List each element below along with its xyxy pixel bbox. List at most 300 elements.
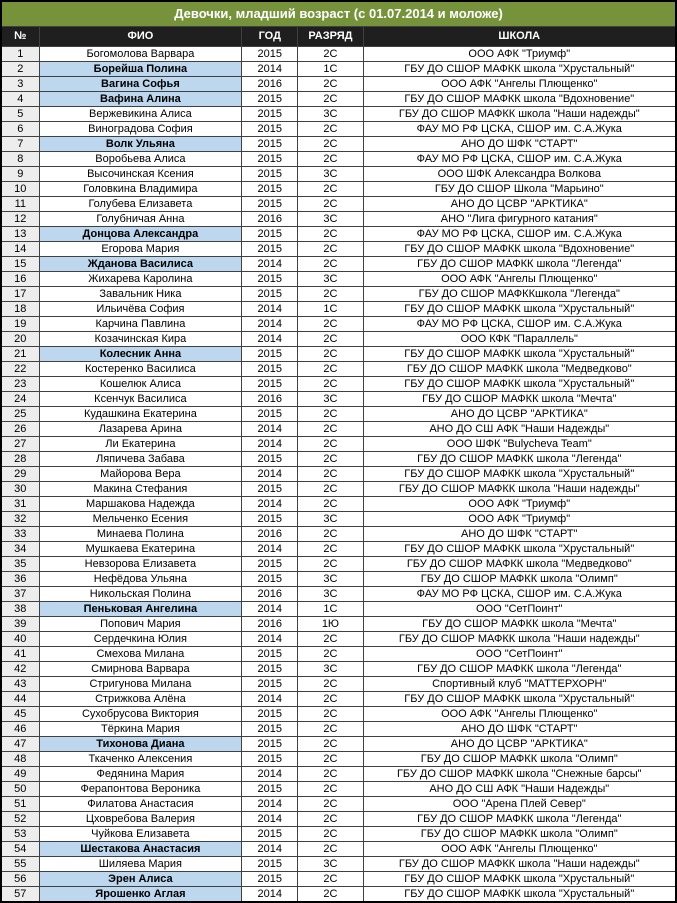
cell-name: Кудашкина Екатерина	[39, 407, 242, 422]
cell-school: ГБУ ДО СШОР МАФКК школа "Хрустальный"	[363, 872, 676, 887]
cell-number: 14	[1, 242, 39, 257]
cell-number: 57	[1, 887, 39, 903]
cell-name: Филатова Анастасия	[39, 797, 242, 812]
cell-year: 2014	[242, 692, 298, 707]
cell-year: 2014	[242, 542, 298, 557]
table-row	[1, 752, 676, 767]
cell-year: 2015	[242, 272, 298, 287]
cell-rank: 2С	[298, 707, 363, 722]
cell-name: Голубева Елизавета	[39, 197, 242, 212]
cell-rank: 2С	[298, 137, 363, 152]
cell-name: Майорова Вера	[39, 467, 242, 482]
cell-year: 2015	[242, 572, 298, 587]
cell-school: ГБУ ДО СШОР МАФКК школа "Снежные барсы"	[363, 767, 676, 782]
cell-year: 2014	[242, 812, 298, 827]
cell-rank: 2С	[298, 647, 363, 662]
cell-school: ГБУ ДО СШОР МАФКК школа "Наши надежды"	[363, 857, 676, 872]
cell-rank: 2С	[298, 677, 363, 692]
cell-number: 31	[1, 497, 39, 512]
cell-year: 2015	[242, 377, 298, 392]
cell-name: Завальник Ника	[39, 287, 242, 302]
cell-rank: 3С	[298, 587, 363, 602]
table-row	[1, 212, 676, 227]
table-row	[1, 257, 676, 272]
cell-year: 2016	[242, 77, 298, 92]
table-row	[1, 662, 676, 677]
cell-year: 2015	[242, 482, 298, 497]
cell-school: АНО ДО ЦСВР "АРКТИКА"	[363, 197, 676, 212]
cell-year: 2015	[242, 782, 298, 797]
cell-year: 2015	[242, 707, 298, 722]
cell-school: ГБУ ДО СШОР МАФКК школа "Мечта"	[363, 617, 676, 632]
cell-name: Кошелюк Алиса	[39, 377, 242, 392]
cell-school: ГБУ ДО СШОР МАФКК школа "Хрустальный"	[363, 542, 676, 557]
table-row	[1, 602, 676, 617]
table-row	[1, 452, 676, 467]
cell-school: ГБУ ДО СШОР МАФКК школа "Хрустальный"	[363, 467, 676, 482]
cell-rank: 3С	[298, 512, 363, 527]
table-row	[1, 182, 676, 197]
cell-name: Сердечкина Юлия	[39, 632, 242, 647]
cell-number: 40	[1, 632, 39, 647]
cell-year: 2015	[242, 647, 298, 662]
cell-school: ГБУ ДО СШОР МАФККшкола "Легенда"	[363, 287, 676, 302]
table-row	[1, 122, 676, 137]
table-row	[1, 152, 676, 167]
table-row	[1, 572, 676, 587]
cell-name: Жихарева Каролина	[39, 272, 242, 287]
cell-rank: 2С	[298, 782, 363, 797]
cell-year: 2015	[242, 182, 298, 197]
cell-rank: 2С	[298, 77, 363, 92]
cell-rank: 2С	[298, 362, 363, 377]
cell-number: 25	[1, 407, 39, 422]
cell-rank: 2С	[298, 752, 363, 767]
cell-rank: 2С	[298, 452, 363, 467]
cell-year: 2014	[242, 797, 298, 812]
cell-rank: 2С	[298, 767, 363, 782]
cell-name: Пеньковая Ангелина	[39, 602, 242, 617]
cell-year: 2015	[242, 107, 298, 122]
table-row	[1, 77, 676, 92]
cell-school: ООО ШФК "Bulycheva Team"	[363, 437, 676, 452]
cell-rank: 2С	[298, 827, 363, 842]
cell-number: 46	[1, 722, 39, 737]
cell-rank: 1С	[298, 302, 363, 317]
cell-year: 2015	[242, 737, 298, 752]
cell-number: 30	[1, 482, 39, 497]
cell-year: 2015	[242, 122, 298, 137]
cell-year: 2015	[242, 167, 298, 182]
table-row	[1, 767, 676, 782]
cell-rank: 2С	[298, 797, 363, 812]
cell-rank: 3С	[298, 662, 363, 677]
cell-school: АНО ДО СШ АФК "Наши Надежды"	[363, 782, 676, 797]
cell-rank: 2С	[298, 692, 363, 707]
table-row	[1, 422, 676, 437]
cell-school: ООО АФК "Ангелы Плющенко"	[363, 272, 676, 287]
cell-year: 2016	[242, 587, 298, 602]
cell-name: Мельченко Есения	[39, 512, 242, 527]
cell-name: Тёркина Мария	[39, 722, 242, 737]
cell-year: 2014	[242, 497, 298, 512]
cell-name: Минаева Полина	[39, 527, 242, 542]
cell-rank: 2С	[298, 92, 363, 107]
cell-school: ООО АФК "Ангелы Плющенко"	[363, 77, 676, 92]
cell-number: 26	[1, 422, 39, 437]
cell-year: 2014	[242, 632, 298, 647]
cell-name: Воробьева Алиса	[39, 152, 242, 167]
cell-rank: 2С	[298, 497, 363, 512]
cell-number: 18	[1, 302, 39, 317]
cell-name: Тихонова Диана	[39, 737, 242, 752]
cell-school: ООО АФК "Ангелы Плющенко"	[363, 842, 676, 857]
cell-year: 2015	[242, 242, 298, 257]
cell-name: Ильичёва София	[39, 302, 242, 317]
cell-name: Маршакова Надежда	[39, 497, 242, 512]
cell-name: Попович Мария	[39, 617, 242, 632]
cell-number: 33	[1, 527, 39, 542]
cell-name: Головкина Владимира	[39, 182, 242, 197]
cell-number: 35	[1, 557, 39, 572]
cell-number: 16	[1, 272, 39, 287]
cell-name: Высочинская Ксения	[39, 167, 242, 182]
cell-school: ГБУ ДО СШОР МАФКК школа "Медведково"	[363, 557, 676, 572]
cell-rank: 2С	[298, 467, 363, 482]
table-row	[1, 542, 676, 557]
table-row	[1, 557, 676, 572]
cell-rank: 3С	[298, 857, 363, 872]
cell-rank: 2С	[298, 737, 363, 752]
cell-name: Никольская Полина	[39, 587, 242, 602]
cell-year: 2014	[242, 602, 298, 617]
table-row	[1, 857, 676, 872]
cell-year: 2014	[242, 62, 298, 77]
cell-school: ГБУ ДО СШОР МАФКК школа "Вдохновение"	[363, 92, 676, 107]
cell-rank: 3С	[298, 572, 363, 587]
table-row	[1, 887, 676, 903]
cell-rank: 2С	[298, 197, 363, 212]
cell-rank: 2С	[298, 527, 363, 542]
cell-number: 52	[1, 812, 39, 827]
cell-rank: 1Ю	[298, 617, 363, 632]
cell-rank: 2С	[298, 152, 363, 167]
cell-school: ГБУ ДО СШОР МАФКК школа "Хрустальный"	[363, 887, 676, 903]
table-row	[1, 872, 676, 887]
cell-name: Виноградова София	[39, 122, 242, 137]
cell-rank: 2С	[298, 122, 363, 137]
cell-year: 2015	[242, 677, 298, 692]
cell-year: 2015	[242, 347, 298, 362]
cell-number: 51	[1, 797, 39, 812]
cell-year: 2016	[242, 527, 298, 542]
cell-number: 27	[1, 437, 39, 452]
cell-number: 23	[1, 377, 39, 392]
cell-number: 8	[1, 152, 39, 167]
cell-number: 5	[1, 107, 39, 122]
cell-number: 39	[1, 617, 39, 632]
cell-number: 4	[1, 92, 39, 107]
cell-school: ООО "СетПоинт"	[363, 602, 676, 617]
cell-school: ФАУ МО РФ ЦСКА, СШОР им. С.А.Жука	[363, 317, 676, 332]
cell-rank: 2С	[298, 317, 363, 332]
table-row	[1, 647, 676, 662]
cell-year: 2015	[242, 407, 298, 422]
cell-name: Вержевикина Алиса	[39, 107, 242, 122]
cell-name: Эрен Алиса	[39, 872, 242, 887]
cell-rank: 2С	[298, 242, 363, 257]
cell-year: 2015	[242, 227, 298, 242]
cell-number: 20	[1, 332, 39, 347]
cell-number: 24	[1, 392, 39, 407]
cell-year: 2015	[242, 662, 298, 677]
table-row	[1, 512, 676, 527]
cell-number: 54	[1, 842, 39, 857]
cell-year: 2016	[242, 212, 298, 227]
cell-school: АНО ДО ШФК "СТАРТ"	[363, 137, 676, 152]
cell-name: Шиляева Мария	[39, 857, 242, 872]
cell-school: ГБУ ДО СШОР МАФКК школа "Хрустальный"	[363, 302, 676, 317]
table-row	[1, 242, 676, 257]
cell-rank: 3С	[298, 272, 363, 287]
cell-rank: 2С	[298, 557, 363, 572]
table-row	[1, 332, 676, 347]
cell-name: Стрижкова Алёна	[39, 692, 242, 707]
cell-number: 11	[1, 197, 39, 212]
cell-school: ООО "СетПоинт"	[363, 647, 676, 662]
header-row	[1, 27, 676, 47]
cell-rank: 3С	[298, 107, 363, 122]
cell-rank: 2С	[298, 332, 363, 347]
cell-school: ГБУ ДО СШОР МАФКК школа "Наши надежды"	[363, 632, 676, 647]
cell-school: ГБУ ДО СШОР Школа "Марьино"	[363, 182, 676, 197]
cell-name: Сухобрусова Виктория	[39, 707, 242, 722]
cell-year: 2014	[242, 257, 298, 272]
cell-school: ФАУ МО РФ ЦСКА, СШОР им. С.А.Жука	[363, 122, 676, 137]
cell-school: ООО ШФК Александра Волкова	[363, 167, 676, 182]
cell-school: ФАУ МО РФ ЦСКА, СШОР им. С.А.Жука	[363, 152, 676, 167]
cell-name: Карчина Павлина	[39, 317, 242, 332]
cell-name: Макина Стефания	[39, 482, 242, 497]
table-body	[1, 47, 676, 903]
cell-year: 2014	[242, 422, 298, 437]
table-row	[1, 617, 676, 632]
cell-name: Стригунова Милана	[39, 677, 242, 692]
cell-rank: 2С	[298, 227, 363, 242]
table-row	[1, 272, 676, 287]
table-row	[1, 167, 676, 182]
cell-year: 2015	[242, 452, 298, 467]
cell-rank: 2С	[298, 407, 363, 422]
cell-year: 2014	[242, 302, 298, 317]
cell-name: Ксенчук Василиса	[39, 392, 242, 407]
cell-rank: 1С	[298, 62, 363, 77]
cell-name: Мушкаева Екатерина	[39, 542, 242, 557]
cell-school: АНО ДО ЦСВР "АРКТИКА"	[363, 407, 676, 422]
cell-name: Колесник Анна	[39, 347, 242, 362]
cell-year: 2015	[242, 512, 298, 527]
table-row	[1, 467, 676, 482]
cell-year: 2015	[242, 287, 298, 302]
cell-rank: 2С	[298, 257, 363, 272]
title-row	[1, 1, 676, 27]
table-row	[1, 632, 676, 647]
cell-rank: 2С	[298, 47, 363, 62]
cell-year: 2015	[242, 872, 298, 887]
cell-name: Вагина Софья	[39, 77, 242, 92]
cell-number: 43	[1, 677, 39, 692]
table-row	[1, 812, 676, 827]
cell-number: 12	[1, 212, 39, 227]
cell-year: 2015	[242, 557, 298, 572]
table-row	[1, 227, 676, 242]
cell-number: 13	[1, 227, 39, 242]
cell-number: 36	[1, 572, 39, 587]
table-row	[1, 737, 676, 752]
cell-year: 2014	[242, 437, 298, 452]
cell-rank: 2С	[298, 842, 363, 857]
cell-school: ООО АФК "Триумф"	[363, 497, 676, 512]
cell-rank: 2С	[298, 722, 363, 737]
cell-school: ГБУ ДО СШОР МАФКК школа "Олимп"	[363, 572, 676, 587]
table-row	[1, 92, 676, 107]
cell-school: ГБУ ДО СШОР МАФКК школа "Хрустальный"	[363, 692, 676, 707]
cell-school: АНО ДО ШФК "СТАРТ"	[363, 527, 676, 542]
cell-school: ГБУ ДО СШОР МАФКК школа "Наши надежды"	[363, 482, 676, 497]
cell-rank: 2С	[298, 287, 363, 302]
page-title: Девочки, младший возраст (с 01.07.2014 и моложе)	[1, 1, 676, 27]
table-row	[1, 407, 676, 422]
cell-name: Волк Ульяна	[39, 137, 242, 152]
cell-name: Козачинская Кира	[39, 332, 242, 347]
cell-school: Спортивный клуб "МАТТЕРХОРН"	[363, 677, 676, 692]
column-header-number: №	[1, 27, 39, 47]
cell-year: 2014	[242, 467, 298, 482]
cell-name: Богомолова Варвара	[39, 47, 242, 62]
cell-year: 2015	[242, 722, 298, 737]
cell-school: ГБУ ДО СШОР МАФКК школа "Олимп"	[363, 752, 676, 767]
cell-rank: 3С	[298, 212, 363, 227]
table-row	[1, 107, 676, 122]
table-row	[1, 362, 676, 377]
cell-number: 19	[1, 317, 39, 332]
cell-rank: 2С	[298, 377, 363, 392]
cell-name: Егорова Мария	[39, 242, 242, 257]
cell-school: АНО "Лига фигурного катания"	[363, 212, 676, 227]
table-row	[1, 497, 676, 512]
table-row	[1, 797, 676, 812]
cell-number: 34	[1, 542, 39, 557]
cell-name: Ляпичева Забава	[39, 452, 242, 467]
cell-school: ФАУ МО РФ ЦСКА, СШОР им. С.А.Жука	[363, 587, 676, 602]
cell-number: 9	[1, 167, 39, 182]
cell-number: 1	[1, 47, 39, 62]
cell-school: АНО ДО ЦСВР "АРКТИКА"	[363, 737, 676, 752]
cell-number: 53	[1, 827, 39, 842]
cell-number: 3	[1, 77, 39, 92]
cell-year: 2015	[242, 137, 298, 152]
cell-year: 2015	[242, 752, 298, 767]
table-row	[1, 62, 676, 77]
cell-school: ООО АФК "Триумф"	[363, 47, 676, 62]
table-row	[1, 137, 676, 152]
cell-name: Борейша Полина	[39, 62, 242, 77]
cell-name: Смирнова Варвара	[39, 662, 242, 677]
table-row	[1, 437, 676, 452]
column-header-school: ШКОЛА	[363, 27, 676, 47]
cell-number: 48	[1, 752, 39, 767]
table-row	[1, 677, 676, 692]
cell-number: 47	[1, 737, 39, 752]
cell-number: 37	[1, 587, 39, 602]
cell-year: 2015	[242, 857, 298, 872]
cell-school: АНО ДО СШ АФК "Наши Надежды"	[363, 422, 676, 437]
cell-year: 2016	[242, 392, 298, 407]
cell-school: ФАУ МО РФ ЦСКА, СШОР им. С.А.Жука	[363, 227, 676, 242]
cell-rank: 1С	[298, 602, 363, 617]
table-row	[1, 692, 676, 707]
cell-rank: 3С	[298, 167, 363, 182]
cell-number: 32	[1, 512, 39, 527]
cell-school: ГБУ ДО СШОР МАФКК школа "Наши надежды"	[363, 107, 676, 122]
cell-school: ГБУ ДО СШОР МАФКК школа "Легенда"	[363, 812, 676, 827]
cell-school: ГБУ ДО СШОР МАФКК школа "Олимп"	[363, 827, 676, 842]
cell-number: 38	[1, 602, 39, 617]
cell-number: 22	[1, 362, 39, 377]
cell-number: 41	[1, 647, 39, 662]
table-row	[1, 842, 676, 857]
cell-rank: 3С	[298, 392, 363, 407]
cell-name: Ярошенко Аглая	[39, 887, 242, 903]
table-row	[1, 587, 676, 602]
cell-name: Донцова Александра	[39, 227, 242, 242]
cell-name: Чуйкова Елизавета	[39, 827, 242, 842]
cell-name: Вафина Алина	[39, 92, 242, 107]
cell-school: ООО АФК "Триумф"	[363, 512, 676, 527]
table-row	[1, 482, 676, 497]
table-row	[1, 527, 676, 542]
table-row	[1, 782, 676, 797]
cell-name: Лазарева Арина	[39, 422, 242, 437]
cell-name: Костеренко Василиса	[39, 362, 242, 377]
cell-name: Ткаченко Алексения	[39, 752, 242, 767]
cell-school: ГБУ ДО СШОР МАФКК школа "Легенда"	[363, 257, 676, 272]
table-row	[1, 47, 676, 62]
cell-school: ГБУ ДО СШОР МАФКК школа "Хрустальный"	[363, 62, 676, 77]
cell-school: ГБУ ДО СШОР МАФКК школа "Легенда"	[363, 662, 676, 677]
cell-number: 6	[1, 122, 39, 137]
cell-number: 56	[1, 872, 39, 887]
cell-number: 10	[1, 182, 39, 197]
table-row	[1, 317, 676, 332]
cell-rank: 2С	[298, 812, 363, 827]
cell-number: 7	[1, 137, 39, 152]
cell-school: ООО "Арена Плей Север"	[363, 797, 676, 812]
cell-number: 42	[1, 662, 39, 677]
cell-year: 2015	[242, 197, 298, 212]
cell-number: 28	[1, 452, 39, 467]
cell-name: Ферапонтова Вероника	[39, 782, 242, 797]
cell-number: 49	[1, 767, 39, 782]
cell-year: 2015	[242, 362, 298, 377]
cell-rank: 2С	[298, 347, 363, 362]
cell-school: ГБУ ДО СШОР МАФКК школа "Вдохновение"	[363, 242, 676, 257]
cell-rank: 2С	[298, 887, 363, 903]
table-row	[1, 827, 676, 842]
cell-name: Цховребова Валерия	[39, 812, 242, 827]
table-row	[1, 392, 676, 407]
cell-number: 21	[1, 347, 39, 362]
